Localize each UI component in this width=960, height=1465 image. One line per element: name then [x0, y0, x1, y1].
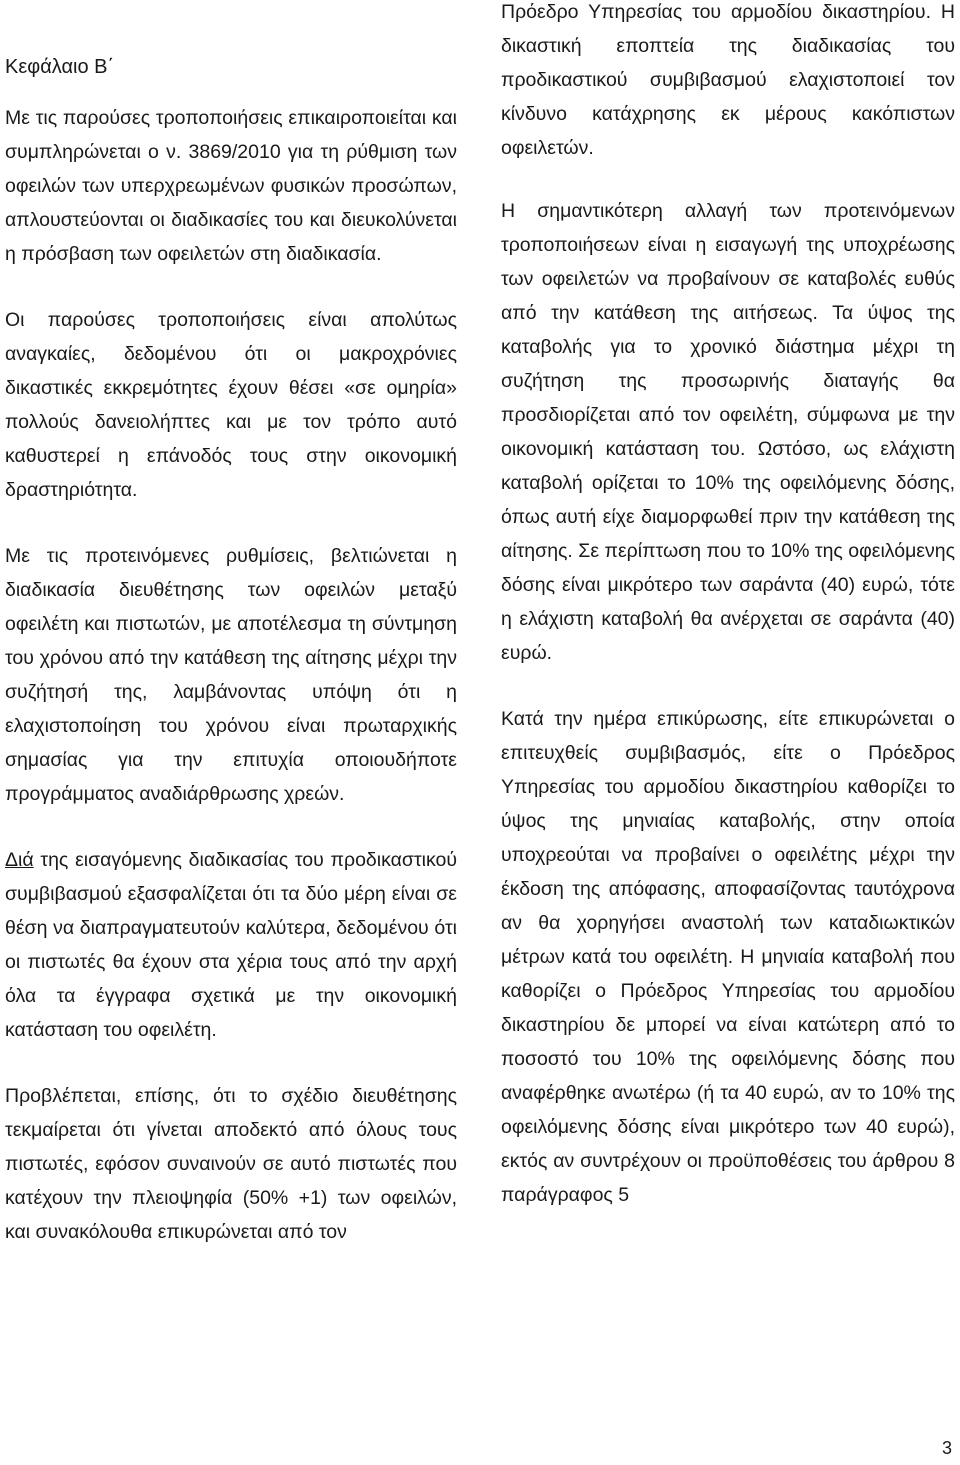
- chapter-heading: Κεφάλαιο Β΄: [5, 56, 115, 78]
- paragraph-3: Με τις προτεινόμενες ρυθμίσεις, βελτιώνεται η διαδικασία διευθέτησης των οφειλών μεταξύ οφειλέτη και πιστωτών, με αποτέλεσμα τη σύντμηση του χρόνου από την κατάθεση της αίτησης μέχρι την συζήτησή της, λαμβάνοντας υπόψη ότι η ελαχιστοποίηση του χρόνου είναι πρωταρχικής σημασίας για την επιτυχία οποιουδήποτε προγράμματος αναδιάρθρωσης χρεών.: [5, 545, 457, 805]
- paragraph-2: Οι παρούσες τροποποιήσεις είναι απολύτως αναγκαίες, δεδομένου ότι οι μακροχρόνιες δικαστικές εκκρεμότητες έχουν θέσει «σε ομηρία» πολλούς δανειολήπτες και με τον τρόπο αυτό καθυστερεί η επάνοδός τους στην οικονομική δραστηριότητα.: [5, 309, 457, 501]
- paragraph-5: Προβλέπεται, επίσης, ότι το σχέδιο διευθέτησης τεκμαίρεται ότι γίνεται αποδεκτό από όλους τους πιστωτές, εφόσον συναινούν σε αυτό πιστωτές που κατέχουν την πλειοψηφία (50% +1) των οφειλών, και συνακόλουθα επικυρώνεται από τον: [5, 1085, 457, 1243]
- paragraph-8: Κατά την ημέρα επικύρωσης, είτε επικυρώνεται ο επιτευχθείς συμβιβασμός, είτε ο Πρόεδρος Υπηρεσίας του αρμοδίου δικαστηρίου καθορίζει το ύψος της μηνιαίας καταβολής, στην οποία υποχρεούται να προβαίνει ο οφειλέτης μέχρι την έκδοση της απόφασης, αποφασίζοντας ταυτόχρονα αν θα χορηγήσει αναστολή των καταδιωκτικών μέτρων κατά του οφειλέτη. Η μηνιαία καταβολή που καθορίζει ο Πρόεδρος Υπηρεσίας του αρμοδίου δικαστηρίου δε μπορεί να είναι κατώτερη από το ποσοστό του 10% της οφειλόμενης δόσης που αναφέρθηκε ανωτέρω (ή τα 40 ευρώ, αν το 10% της οφειλόμενης δόσης είναι μικρότερο των 40 ευρώ), εκτός αν συντρέχουν οι προϋποθέσεις του άρθρου 8 παράγραφος 5: [501, 708, 955, 1206]
- paragraph-4: [5, 843, 457, 1047]
- paragraph-1: Με τις παρούσες τροποποιήσεις επικαιροποιείται και συμπληρώνεται ο ν. 3869/2010 για τη ρύθμιση των οφειλών των υπερχρεωμένων φυσικών προσώπων, απλουστεύονται οι διαδικασίες του και διευκολύνεται η πρόσβαση των οφειλετών στη διαδικασία.: [5, 107, 457, 265]
- paragraph-6: Πρόεδρο Υπηρεσίας του αρμοδίου δικαστηρίου. Η δικαστική εποπτεία της διαδικασίας του προδικαστικού συμβιβασμού ελαχιστοποιεί τον κίνδυνο κατάχρησης εκ μέρους κακόπιστων οφειλετών.: [501, 1, 955, 159]
- paragraph-4-text: της εισαγόμενης διαδικασίας του προδικαστικού συμβιβασμού εξασφαλίζεται ότι τα δύο μέρη είναι σε θέση να διαπραγματευτούν καλύτερα, δεδομένου ότι οι πιστωτές θα έχουν στα χέρια τους από την αρχή όλα τα έγγραφα σχετικά με την οικονομική κατάσταση του οφειλέτη.: [5, 849, 457, 1041]
- underlined-word: Διά: [5, 849, 34, 871]
- paragraph-7: Η σημαντικότερη αλλαγή των προτεινόμενων τροποποιήσεων είναι η εισαγωγή της υποχρέωσης των οφειλετών να προβαίνουν σε καταβολές ευθύς από την κατάθεση της αιτήσεως. Τα ύψος της καταβολής για το χρονικό διάστημα μέχρι τη συζήτηση της προσωρινής διαταγής θα προσδιορίζεται από τον οφειλέτη, σύμφωνα με την οικονομική κατάσταση του. Ωστόσο, ως ελάχιστη καταβολή ορίζεται το 10% της οφειλόμενης δόσης, όπως αυτή είχε διαμορφωθεί πριν την κατάθεση της αίτησης. Σε περίπτωση που το 10% της οφειλόμενης δόσης είναι μικρότερο των σαράντα (40) ευρώ, τότε η ελάχιστη καταβολή θα ανέρχεται σε σαράντα (40) ευρώ.: [501, 200, 955, 664]
- left-column: [5, 0, 457, 1249]
- page-number: 3: [941, 1438, 952, 1458]
- right-column: [501, 0, 955, 1212]
